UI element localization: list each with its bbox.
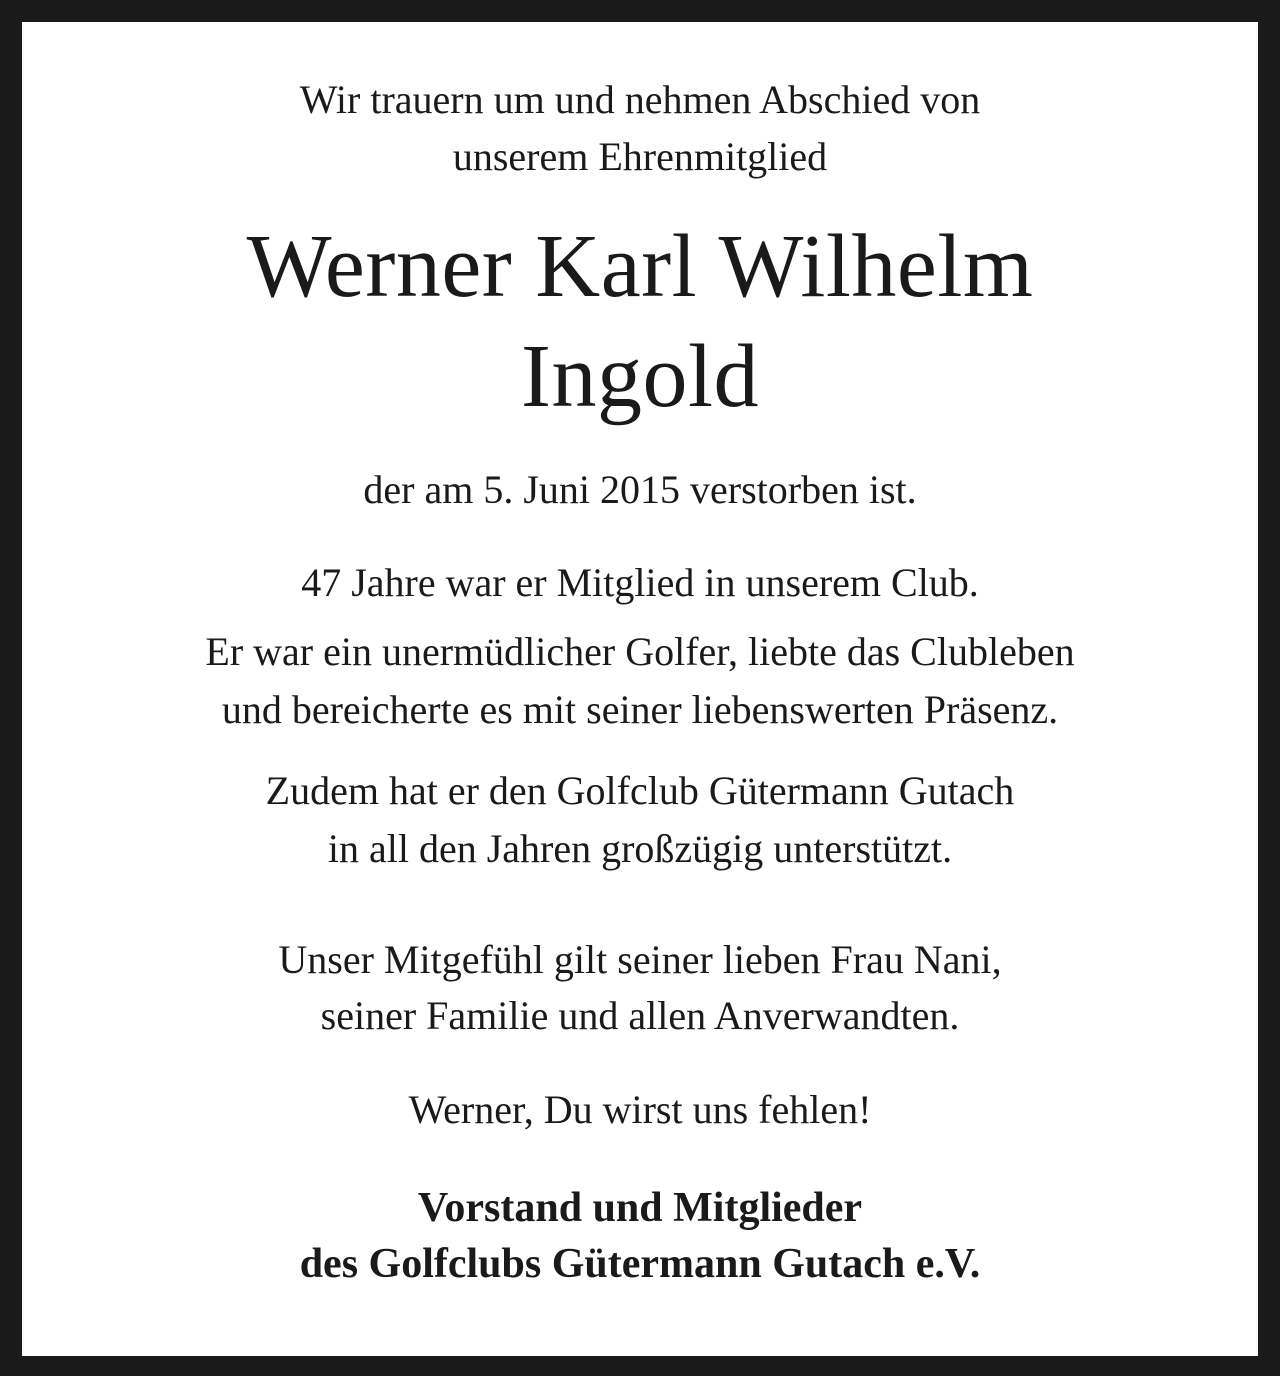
golfer-line-1: Er war ein unermüdlicher Golfer, liebte das Clubleben bbox=[205, 629, 1075, 674]
support-line-2: in all den Jahren großzügig unterstützt. bbox=[327, 826, 953, 871]
farewell-line: Werner, Du wirst uns fehlen! bbox=[408, 1087, 872, 1132]
golfer-line-2: und bereicherte es mit seiner liebenswerten Präsenz. bbox=[221, 687, 1059, 732]
signature-line-1: Vorstand und Mitglieder bbox=[417, 1185, 863, 1231]
condolence-line-1: Unser Mitgefühl gilt seiner lieben Frau Nani, bbox=[278, 937, 1002, 982]
intro-line-2: unserem Ehrenmitglied bbox=[452, 134, 828, 179]
deceased-name-line-1: Werner Karl Wilhelm bbox=[246, 217, 1034, 316]
signature-line-2: des Golfclubs Gütermann Gutach e.V. bbox=[299, 1241, 981, 1287]
membership-line: 47 Jahre war er Mitglied in unserem Club. bbox=[301, 560, 979, 605]
intro-line-1: Wir trauern um und nehmen Abschied von bbox=[299, 77, 981, 122]
support-line-1: Zudem hat er den Golfclub Gütermann Gutach bbox=[265, 768, 1015, 813]
deceased-name-line-2: Ingold bbox=[521, 327, 759, 426]
condolence-line-2: seiner Familie und allen Anverwandten. bbox=[320, 993, 960, 1038]
death-date-line: der am 5. Juni 2015 verstorben ist. bbox=[363, 467, 917, 512]
